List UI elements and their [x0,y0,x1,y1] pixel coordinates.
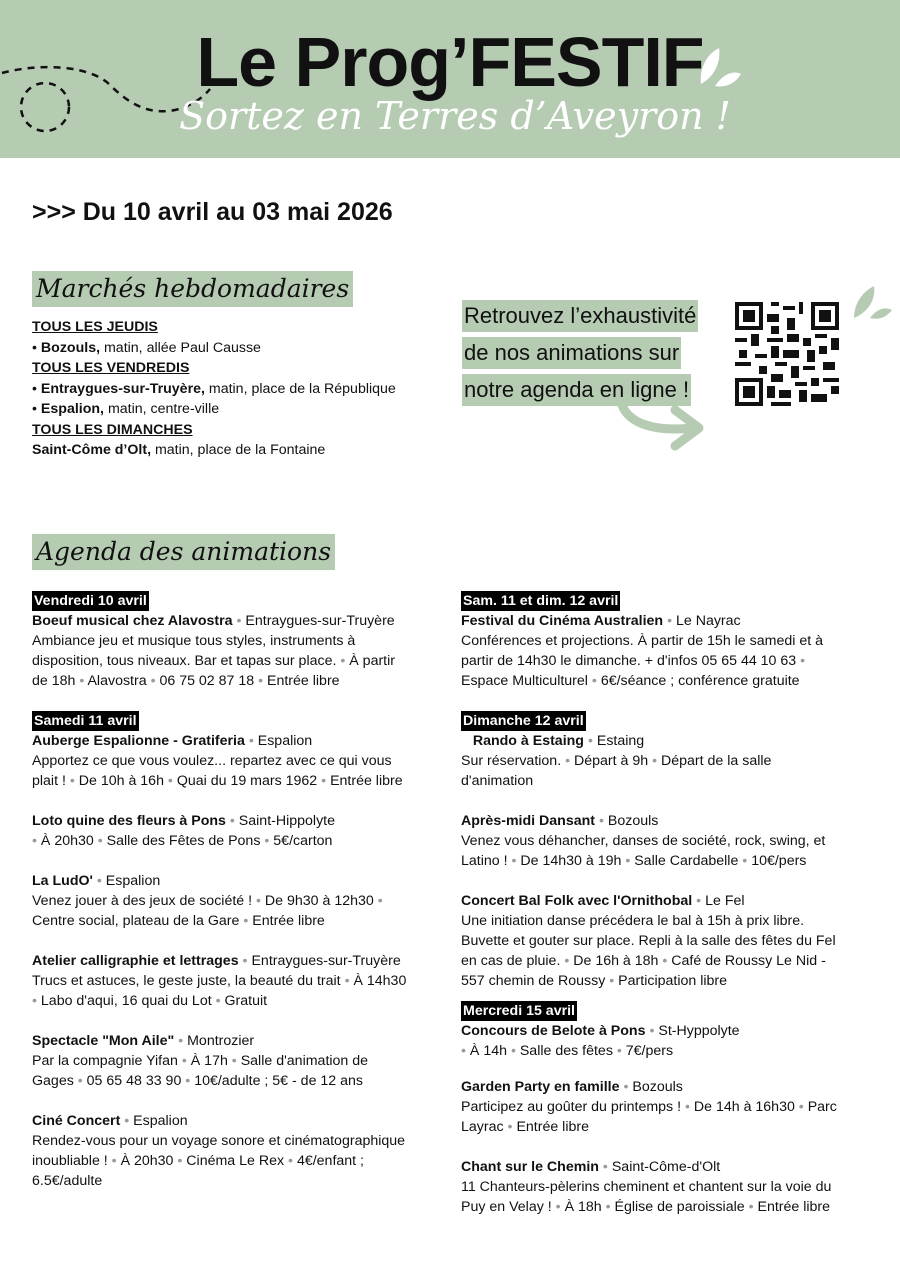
event-place: Entraygues-sur-Truyère [245,613,395,629]
page-title: Le Prog’FESTIF [196,23,704,101]
event-title: Ciné Concert [32,1113,121,1129]
market-item: • Entraygues-sur-Truyère, matin, place de la République [32,380,396,397]
event-title: Après-midi Dansant [461,813,596,829]
event-item: Festival du Cinéma Australien • Le Nayrac Conférences et projections. À partir de 15h le samedi et à partir de 14h30 le dimanche. + d'infos 05 65 44 10 63 • Espace Multiculturel • 6€/séance ; conférence gratuite [461,613,823,689]
event-item: Rando à Estaing • Estaing Sur réservation. • Départ à 9h • Départ de la salle d'animation [461,733,772,789]
day-heading: Sam. 11 et dim. 12 avril [463,593,619,609]
event-place: Bozouls [632,1079,683,1095]
markets-section-title: Marchés hebdomadaires [32,271,353,307]
event-item: Loto quine des fleurs à Pons • Saint-Hippolyte • À 20h30 • Salle des Fêtes de Pons • 5€/carton [32,813,336,849]
event-item: Concours de Belote à Pons • St-Hyppolyte • À 14h • Salle des fêtes • 7€/pers [461,1023,740,1059]
event-place: Le Fel [705,893,745,909]
event-item: Garden Party en famille • Bozouls Participez au goûter du printemps ! • De 14h à 16h30 • Parc Layrac • Entrée libre [461,1079,837,1135]
event-place: Montrozier [187,1033,255,1049]
event-title: Atelier calligraphie et lettrages [32,953,239,969]
event-place: Espalion [105,873,161,889]
day-heading: Mercredi 15 avril [463,1003,575,1019]
agenda-column-left [32,591,422,1211]
event-place: St-Hyppolyte [658,1023,740,1039]
event-title: La LudO' [32,873,93,889]
event-place: Le Nayrac [675,613,741,629]
event-item: Atelier calligraphie et lettrages • Entraygues-sur-Truyère Trucs et astuces, le geste juste, la beauté du trait • À 14h30 • Labo d'aqui, 16 quai du Lot • Gratuit [32,953,407,1009]
event-place: Espalion [257,733,313,749]
promo-line: notre agenda en ligne ! [462,374,691,406]
day-heading: Samedi 11 avril [34,713,137,729]
event-item: Auberge Espalionne - Gratiferia • Espalion Apportez ce que vous voulez... repartez avec ce qui vous plait ! • De 10h à 16h • Quai du 19 mars 1962 • Entrée libre [32,733,403,789]
event-item: Ciné Concert • Espalion Rendez-vous pour un voyage sonore et cinématographique inoubliable ! • À 20h30 • Cinéma Le Rex • 4€/enfant ; 6.5€/adulte [32,1113,406,1189]
promo-box [462,300,722,411]
event-item: La LudO' • Espalion Venez jouer à des jeux de société ! • De 9h30 à 12h30 • Centre social, plateau de la Gare • Entrée libre [32,873,383,929]
event-item: Après-midi Dansant • Bozouls Venez vous déhancher, danses de société, rock, swing, et Latino ! • De 14h30 à 19h • Salle Cardabelle • 10€/pers [461,813,826,869]
event-title: Chant sur le Chemin [461,1159,599,1175]
event-place: Saint-Hippolyte [238,813,336,829]
event-item: Spectacle "Mon Aile" • Montrozier Par la compagnie Yifan • À 17h • Salle d'animation de Gages • 05 65 48 33 90 • 10€/adulte ; 5€ - de 12 ans [32,1033,369,1089]
agenda-column-right [461,591,851,1237]
header-banner [0,0,900,158]
arrow-icon [615,398,710,453]
agenda-section-title: Agenda des animations [32,534,335,570]
event-item: Chant sur le Chemin • Saint-Côme-d'Olt 11 Chanteurs-pèlerins cheminent et chantent sur la voie du Puy en Velay ! • À 18h • Église de paroissiale • Entrée libre [461,1159,832,1215]
period-heading: >>> Du 10 avril au 03 mai 2026 [32,198,393,226]
promo-line: Retrouvez l’exhaustivité [462,300,698,332]
event-title: Concours de Belote à Pons [461,1023,646,1039]
event-place: Bozouls [607,813,659,829]
leaf-icon [850,284,894,322]
event-title: Spectacle "Mon Aile" [32,1033,175,1049]
event-place: Saint-Côme-d'Olt [611,1159,721,1175]
day-heading: Dimanche 12 avril [463,713,584,729]
market-day: TOUS LES DIMANCHES [32,421,193,438]
page-subtitle: Sortez en Terres d’Aveyron ! [179,94,731,138]
qr-code-icon[interactable] [735,302,839,406]
market-item: • Bozouls, matin, allée Paul Causse [32,339,261,356]
event-title: Auberge Espalionne - Gratiferia [32,733,245,749]
market-day: TOUS LES JEUDIS [32,319,158,335]
markets-list [32,317,396,461]
day-heading: Vendredi 10 avril [34,593,147,609]
event-place: Espalion [133,1113,188,1129]
event-title: Boeuf musical chez Alavostra [32,613,233,629]
event-title: Festival du Cinéma Australien [461,613,664,629]
leaf-icon [697,40,745,90]
market-item: • Espalion, matin, centre-ville [32,401,220,417]
event-title: Concert Bal Folk avec l'Ornithobal [461,893,693,909]
market-item: Saint-Côme d’Olt, matin, place de la Fontaine [32,442,326,458]
market-day: TOUS LES VENDREDIS [32,360,190,376]
promo-line: de nos animations sur [462,337,681,369]
event-title: Rando à Estaing [461,733,584,749]
event-place: Entraygues-sur-Truyère [251,953,401,969]
event-place: Estaing [596,733,645,749]
event-item: Concert Bal Folk avec l'Ornithobal • Le Fel Une initiation danse précédera le bal à 15h à prix libre. Buvette et gouter sur place. Repli à la salle des fêtes du Fel en cas de pluie. • De 16h à 18h • Café de Roussy Le Nid - 557 chemin de Roussy • Participation libre [461,893,836,989]
event-title: Garden Party en famille [461,1079,620,1095]
event-title: Loto quine des fleurs à Pons [32,813,226,829]
event-item: Boeuf musical chez Alavostra • Entraygues-sur-Truyère Ambiance jeu et musique tous styles, instruments à disposition, tous niveaux. Bar et tapas sur place. • À partir de 18h • Alavostra • 06 75 02 87 18 • Entrée libre [32,613,395,689]
